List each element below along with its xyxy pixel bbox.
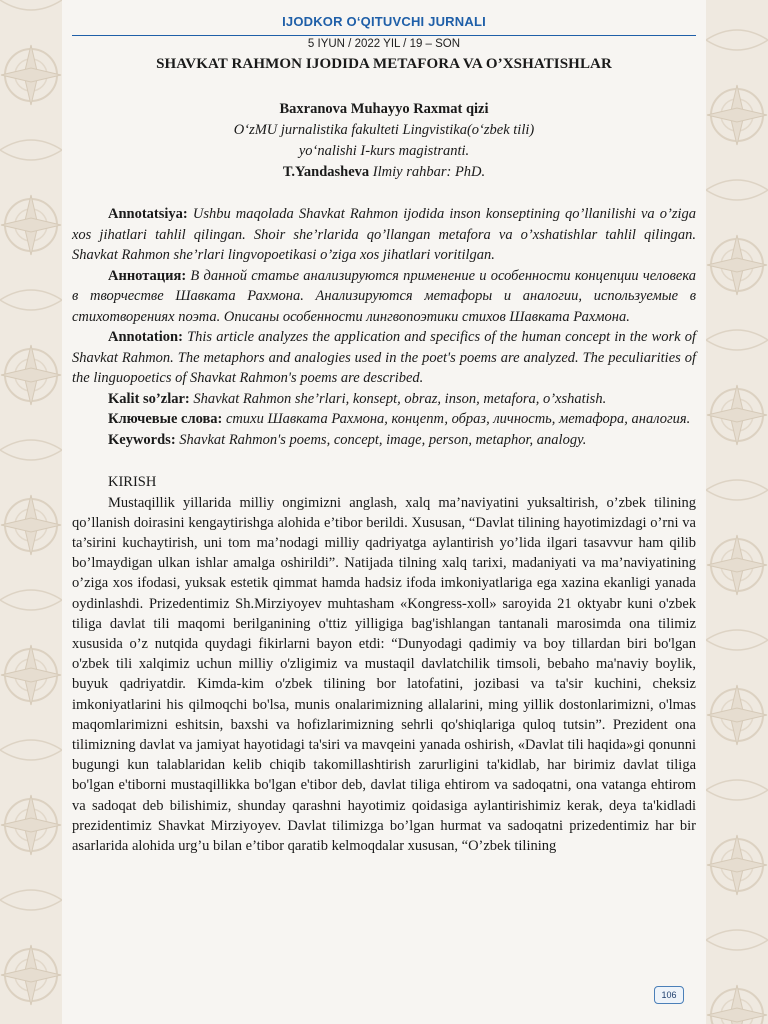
abstract-ru-label: Аннотация: xyxy=(108,267,187,284)
author-affiliation-line-2: yo‘nalishi I-kurs magistranti. xyxy=(298,143,470,159)
abstract-en-label: Annotation: xyxy=(108,329,183,345)
advisor-role: Ilmiy rahbar: PhD. xyxy=(372,164,486,180)
issue-line: 5 IYUN / 2022 YIL / 19 – SON xyxy=(307,38,461,50)
author-block xyxy=(72,99,696,183)
author-affiliation-line-1: O‘zMU jurnalistika fakulteti Lingvistika(o‘zbek tili) xyxy=(233,122,535,138)
abstract-uz xyxy=(72,204,696,266)
abstract-ru-text: В данной статье анализируются применение и особенности концепции человека в творчестве Шавката Рахмона. Анализируются метафоры и аналогии, используемые в стихотворениях поэта. Описаны особенности лингвопоэтики стихов Шавката Рахмона. xyxy=(72,267,696,325)
journal-page xyxy=(72,0,696,1024)
article-title: SHAVKAT RAHMON IJODIDA METAFORA VA O’XSHATISHLAR xyxy=(156,56,612,72)
journal-title: IJODKOR O‘QITUVCHI JURNALI xyxy=(282,14,486,29)
abstract-uz-text: Ushbu maqolada Shavkat Rahmon ijodida inson konseptining qo’llanilishi va o’ziga xos jihatlari tahlil qilingan. Shoir she’rlarida qo’llangan metafora va o’xshatishlar tahlil qilingan. Shavkat Rahmon she’rlari lingvopoetikasi o’ziga xos jihatlari voritilgan. xyxy=(72,206,697,263)
keywords-uz-text: Shavkat Rahmon she’rlari, konsept, obraz, inson, metafora, o’xshatish. xyxy=(193,390,607,407)
abstract-uz-label: Annotatsiya: xyxy=(108,206,188,222)
abstract-en xyxy=(72,327,696,389)
abstract-en-text: This article analyzes the application and specifics of the human concept in the work of Shavkat Rahmon. The metaphors and analogies used in the poet's poems are analyzed. The peculiarities of the linguopoetics of Shavkat Rahmon's poems are described. xyxy=(72,329,696,386)
advisor-name: T.Yandasheva xyxy=(282,164,370,180)
author-name: Baxranova Muhayyo Raxmat qizi xyxy=(279,101,489,117)
header-divider xyxy=(72,35,696,36)
keywords-uz xyxy=(72,389,696,410)
advisor-line xyxy=(72,162,696,183)
keywords-ru xyxy=(72,409,696,430)
left-ornament-border xyxy=(0,0,62,1024)
keywords-uz-label: Kalit so’zlar: xyxy=(108,390,190,407)
keywords-en xyxy=(72,430,696,451)
section-spacer xyxy=(72,450,696,470)
keywords-ru-label: Ключевые слова: xyxy=(108,411,223,427)
intro-paragraph: Mustaqillik yillarida milliy ongimizni anglash, xalq ma’naviyatini yuksaltirish, o’zbek tilining qo’llanish doirasini kengaytirishga alohida e’tibor berildi. Xususan, “Davlat tilining hayotimizdagi o’rni va ta’sirini kuchaytirish, uni tom ma’nodagi milliy qadriyatga aylantirish yo’lida ilgari tasavvur ham qilib bo’lmaydigan ulkan ishlar amalga oshirildi”. Natijada tilning xalq tarixi, madaniyati va ma’naviyatining o’ziga xos ifodasi, yuksak estetik qimmat hamda hadsiz ifoda imkoniyatlariga ega xazina ekanligi yanada oydinlashdi. Prizedentimiz Sh.Mirziyoyev muhtasham «Kongress-xoll» saroyida 21 oktyabr kuni o'zbek tiliga davlat tili maqomi berilganining o'ttiz yilligiga bag'ishlangan tantanali marosimda ona tilimiz xususida o’z nutqida quydagi fikirlarni bayon etdi: “Dunyodagi qadimiy va boy tillardan biri bo'lgan o'zbek tili xalqimiz uchun milliy o'zligimiz va mustaqil davlatchilik timsoli, bebaho ma'naviy boylik, buyuk qadriyatdir. Kimda-kim o'zbek tilining bor latofatini, jozibasi va ta'sir kuchini, cheksiz imkoniyatlarini his qilmoqchi bo'lsa, munis onalarimizning allalarini, ming yillik dostonlarimizni, o'lmas maqomlarimizni eshitsin, baxshi va hofizlarimizning sehrli qo'shiqlariga quloq tutsin”. Prezident ona tilimizning davlat va jamiyat hayotidagi ta'siri va mavqeini yanada oshirish, «Davlat tili haqida»gi qonunni bugungi kun talablaridan kelib chiqib takomillashtirish zarurligini ta'kidlab, har birimiz davlat tiliga bo'lgan e'tiborni mustaqillikka bo'lgan e'tibor deb, davlat tiliga ehtirom va sadoqatni, ona vatanga ehtirom va sadoqat deb bilishimiz, shunday qarashni hayotimiz qoidasiga aylantirishimiz kerak, deya ta'kidladi prezidentimiz Shavkat Mirziyoyev. Davlat tilimizga bo’lgan hurmat va sadoqatni prizedentimiz har bir asarlarida alohida urg’u bilan e’tibor qaratib kelmoqdalar xususan, “O’zbek tilining xyxy=(72,494,696,854)
section-heading-intro: KIRISH xyxy=(108,474,157,490)
right-ornament-border xyxy=(706,0,768,1024)
keywords-ru-text: стихи Шавката Рахмона, концепт, образ, личность, метафора, аналогия. xyxy=(226,411,691,427)
article-body xyxy=(72,204,696,856)
abstract-ru xyxy=(72,266,696,328)
page-number-badge: 106 xyxy=(654,986,684,1004)
keywords-en-text: Shavkat Rahmon's poems, concept, image, person, metaphor, analogy. xyxy=(179,431,587,448)
keywords-en-label: Keywords: xyxy=(108,431,176,448)
